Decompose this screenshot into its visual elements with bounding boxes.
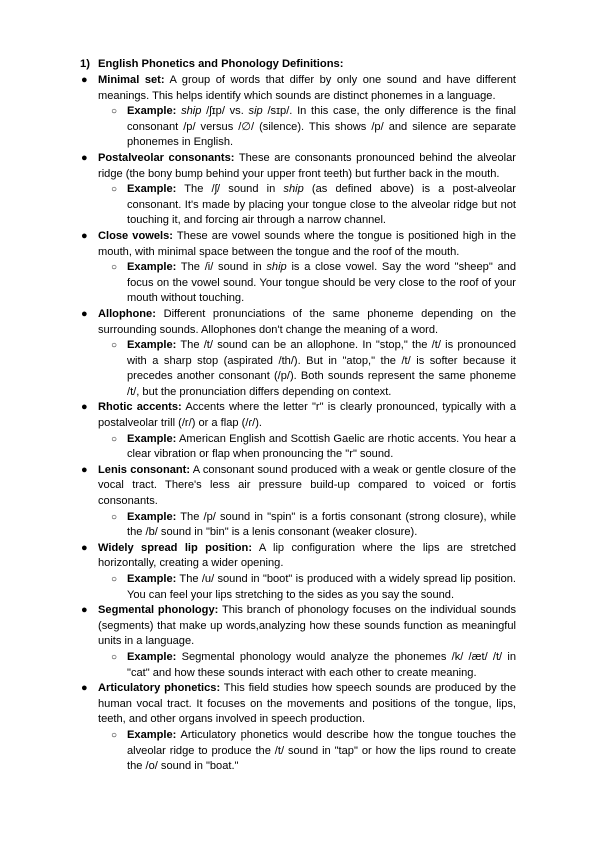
term-definition: These are consonants pronounced behind the alveolar ridge (the bony bump behind your upper front teeth) but further back in the mouth. <box>98 151 516 180</box>
term-definition: A group of words that differ by only one sound and have different meanings. This helps identify which sounds are distinct phonemes in a language. <box>98 74 516 102</box>
example-item <box>80 572 516 603</box>
hollow-bullet-icon: ○ <box>111 651 118 663</box>
hollow-bullet-icon: ○ <box>111 106 118 118</box>
example-item <box>80 182 516 229</box>
example-label: Example: <box>127 728 177 741</box>
example-item <box>80 104 516 151</box>
bullet-icon: ● <box>81 463 88 476</box>
term-definition: A consonant sound produced with a weak or gentle closure of the vocal tract. There's less air pressure build-up compared to voiced or fortis consonants. <box>98 463 516 508</box>
definition-item <box>80 541 516 572</box>
bullet-icon: ● <box>81 401 88 414</box>
bullet-icon: ● <box>81 151 88 164</box>
example-item <box>80 432 516 463</box>
example-text: The /ʃ/ sound in ship (as defined above) is a post-alveolar consonant. It's made by placing your tongue close to the alveolar ridge but not touching it, and forcing air through a narrow channel. <box>127 183 516 227</box>
term-name: Allophone: <box>98 307 156 320</box>
example-item <box>80 338 516 400</box>
example-label: Example: <box>127 339 177 352</box>
example-text: Articulatory phonetics would describe how the tongue touches the alveolar ridge to produce the /t/ sound in "tap" or how the lips round to create the /o/ sound in "boat." <box>127 728 516 773</box>
example-text: Segmental phonology would analyze the phonemes /k/ /æt/ /t/ in "cat" and how these sounds interact with each other to create meaning. <box>127 650 516 679</box>
definitions-list <box>80 73 516 775</box>
example-text: The /u/ sound in "boot" is produced with a widely spread lip position. You can feel your lips stretching to the sides as you say the sound. <box>127 573 516 601</box>
bullet-icon: ● <box>81 541 88 554</box>
term-name: Segmental phonology: <box>98 604 219 617</box>
term-definition: These are vowel sounds where the tongue is positioned high in the mouth, with minimal space between the tongue and the roof of the mouth. <box>98 229 516 258</box>
example-label: Example: <box>127 105 177 118</box>
example-text: The /i/ sound in ship is a close vowel. Say the word "sheep" and focus on the vowel sound. Your tongue should be very close to the roof of your mouth without touching. <box>127 261 516 305</box>
term-name: Minimal set: <box>98 74 165 86</box>
definition-item <box>80 603 516 650</box>
hollow-bullet-icon: ○ <box>111 433 118 445</box>
section-number: 1) <box>80 58 90 70</box>
definition-item <box>80 151 516 182</box>
term-name: Articulatory phonetics: <box>98 682 221 695</box>
example-item <box>80 728 516 775</box>
example-item <box>80 510 516 541</box>
definition-item <box>80 229 516 260</box>
definition-item <box>80 400 516 431</box>
hollow-bullet-icon: ○ <box>111 340 118 352</box>
example-label: Example: <box>127 183 177 196</box>
term-definition: Accents where the letter "r" is clearly pronounced, typically with a postalveolar trill (/r/) or a flap (/ɾ/). <box>98 401 516 430</box>
definition-item <box>80 463 516 510</box>
example-label: Example: <box>127 432 177 445</box>
example-label: Example: <box>127 573 177 585</box>
hollow-bullet-icon: ○ <box>111 729 118 741</box>
term-definition: This branch of phonology focuses on the individual sounds (segments) that make up words,analyzing how these sounds function as meaningful units in a language. <box>98 604 516 648</box>
term-name: Postalveolar consonants: <box>98 151 235 164</box>
definition-item <box>80 73 516 104</box>
section-title: English Phonetics and Phonology Definitions: <box>98 58 344 70</box>
hollow-bullet-icon: ○ <box>111 511 118 523</box>
bullet-icon: ● <box>81 74 88 86</box>
example-label: Example: <box>127 261 177 274</box>
hollow-bullet-icon: ○ <box>111 574 118 585</box>
hollow-bullet-icon: ○ <box>111 262 118 274</box>
example-item <box>80 260 516 307</box>
term-definition: This field studies how speech sounds are produced by the human vocal tract. It focuses on the movements and positions of the tongue, lips, teeth, and other organs involved in speech production. <box>98 682 516 726</box>
term-name: Lenis consonant: <box>98 463 191 476</box>
term-definition: Different pronunciations of the same phoneme depending on the surrounding sounds. Allophones don't change the meaning of a word. <box>98 307 516 336</box>
example-text: The /p/ sound in "spin" is a fortis consonant (strong closure), while the /b/ sound in "bin" is a lenis consonant (weaker closure). <box>127 510 516 539</box>
example-item <box>80 650 516 681</box>
example-text: ship /ʃɪp/ vs. sip /sɪp/. In this case, the only difference is the final consonant /p/ versus /∅/ (silence). This shows /p/ and silence are separate phonemes in English. <box>127 105 517 149</box>
term-name: Rhotic accents: <box>98 401 182 414</box>
term-name: Close vowels: <box>98 229 173 242</box>
example-text: American English and Scottish Gaelic are rhotic accents. You hear a clear vibration or flap when pronouncing the "r" sound. <box>127 432 516 461</box>
term-definition: A lip configuration where the lips are stretched horizontally, creating a wider opening. <box>98 541 516 570</box>
definition-item <box>80 307 516 338</box>
bullet-icon: ● <box>81 307 88 320</box>
bullet-icon: ● <box>81 229 88 242</box>
bullet-icon: ● <box>81 682 88 695</box>
section-heading <box>80 57 516 72</box>
example-label: Example: <box>127 650 177 663</box>
definition-item <box>80 681 516 728</box>
term-name: Widely spread lip position: <box>98 541 253 554</box>
bullet-icon: ● <box>81 604 88 617</box>
hollow-bullet-icon: ○ <box>111 184 118 196</box>
example-text: The /t/ sound can be an allophone. In "stop," the /t/ is pronounced with a sharp stop (aspirated /th/). But in "atop," the /t/ is softer because it precedes another consonant (/p/). Both sounds represent the same phoneme /t/, but the pronunciation differs depending on context. <box>127 339 516 398</box>
example-label: Example: <box>127 510 177 523</box>
